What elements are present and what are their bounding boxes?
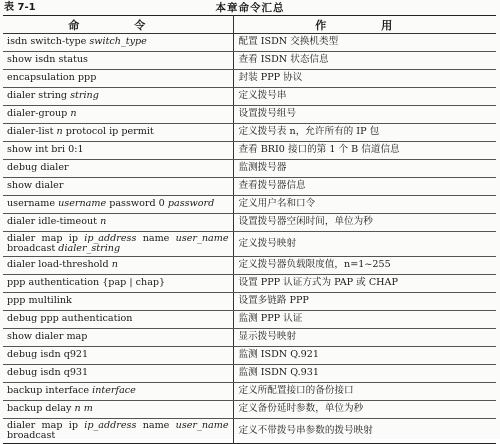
command-keyword: username <box>7 198 59 210</box>
command-keyword: debug isdn q921 <box>7 349 89 361</box>
command-cell <box>3 214 233 232</box>
command-cell <box>3 70 233 88</box>
command-cell <box>3 160 233 178</box>
purpose-cell: 定义用户名和口令 <box>233 196 496 214</box>
command-cell <box>3 311 233 329</box>
command-cell <box>3 88 233 106</box>
command-argument: switch_type <box>89 36 147 48</box>
command-keyword: dialer idle-timeout <box>7 216 101 228</box>
command-argument: password <box>167 198 215 210</box>
purpose-cell: 设置拨号组号 <box>233 106 496 124</box>
table-row <box>3 142 496 160</box>
header-command: 命 令 <box>3 16 233 34</box>
command-cell <box>3 419 233 444</box>
command-keyword: dialer map ip <box>7 232 85 244</box>
command-keyword: ppp authentication {pap | chap} <box>7 277 166 289</box>
table-row <box>3 52 496 70</box>
command-argument: ip_address <box>84 232 137 244</box>
table-row <box>3 293 496 311</box>
command-keyword: show isdn status <box>7 54 88 66</box>
command-cell <box>3 142 233 160</box>
command-keyword: show dialer <box>7 180 64 192</box>
purpose-cell: 定义拨号表 n，允许所有的 IP 包 <box>233 124 496 142</box>
command-keyword: name <box>136 232 176 244</box>
command-keyword: debug isdn q931 <box>7 367 89 379</box>
command-keyword: protocol ip permit <box>62 126 154 138</box>
table-row <box>3 311 496 329</box>
table-number: 表 7-1 <box>4 2 36 13</box>
table-row <box>3 106 496 124</box>
header-purpose: 作 用 <box>233 16 496 34</box>
command-argument: n m <box>74 403 93 415</box>
command-keyword: dialer-group <box>7 108 71 120</box>
command-keyword: debug dialer <box>7 162 69 174</box>
command-cell <box>3 293 233 311</box>
table-row <box>3 401 496 419</box>
table-row <box>3 383 496 401</box>
command-keyword: dialer load-threshold <box>7 259 112 271</box>
purpose-cell: 定义所配置接口的备份接口 <box>233 383 496 401</box>
command-argument: interface <box>92 385 136 397</box>
purpose-cell: 监测 ISDN Q.931 <box>233 365 496 383</box>
command-keyword: dialer string <box>7 90 71 102</box>
command-keyword: debug ppp authentication <box>7 313 133 325</box>
table-row <box>3 70 496 88</box>
table-title: 本章命令汇总 <box>215 2 285 14</box>
command-keyword: dialer map ip <box>7 419 85 431</box>
command-argument: n <box>111 259 118 271</box>
purpose-cell: 查看拨号器信息 <box>233 178 496 196</box>
command-keyword: backup delay <box>7 403 75 415</box>
command-cell <box>3 232 233 257</box>
purpose-cell: 显示拨号映射 <box>233 329 496 347</box>
purpose-cell: 定义拨号器负载限度值，n=1~255 <box>233 257 496 275</box>
command-keyword: backup interface <box>7 385 93 397</box>
table-row <box>3 160 496 178</box>
purpose-cell: 监测 PPP 认证 <box>233 311 496 329</box>
command-cell <box>3 257 233 275</box>
purpose-cell: 查看 ISDN 状态信息 <box>233 52 496 70</box>
command-keyword: dialer-list <box>7 126 57 138</box>
command-cell <box>3 106 233 124</box>
table-row <box>3 214 496 232</box>
table-row <box>3 34 496 52</box>
command-argument: n <box>56 126 63 138</box>
table-row <box>3 196 496 214</box>
command-keyword: broadcast <box>7 243 59 254</box>
table-row <box>3 365 496 383</box>
command-cell <box>3 347 233 365</box>
table-caption <box>4 1 496 15</box>
command-cell <box>3 329 233 347</box>
command-cell <box>3 275 233 293</box>
command-keyword: isdn switch-type <box>7 36 90 48</box>
command-argument: user_name <box>175 419 229 431</box>
command-argument: n <box>70 108 77 120</box>
table-body <box>3 34 496 444</box>
command-cell <box>3 52 233 70</box>
command-cell <box>3 34 233 52</box>
command-argument: dialer_string <box>58 243 121 254</box>
command-cell <box>3 196 233 214</box>
table-row <box>3 124 496 142</box>
command-argument: ip_address <box>84 419 137 431</box>
command-cell <box>3 401 233 419</box>
purpose-cell: 查看 BRI0 接口的第 1 个 B 信道信息 <box>233 142 496 160</box>
purpose-cell: 定义备份延时参数，单位为秒 <box>233 401 496 419</box>
table-row <box>3 232 496 257</box>
table-row <box>3 257 496 275</box>
purpose-cell: 设置多链路 PPP <box>233 293 496 311</box>
purpose-cell: 配置 ISDN 交换机类型 <box>233 34 496 52</box>
command-summary-table <box>3 15 496 444</box>
command-keyword: encapsulation ppp <box>7 72 97 84</box>
table-row <box>3 88 496 106</box>
command-cell <box>3 178 233 196</box>
command-keyword: show int bri 0:1 <box>7 144 84 156</box>
command-argument: username <box>58 198 107 210</box>
command-keyword: show dialer map <box>7 331 88 343</box>
command-keyword: ppp multilink <box>7 295 72 307</box>
purpose-cell: 设置拨号器空闲时间，单位为秒 <box>233 214 496 232</box>
command-cell <box>3 124 233 142</box>
table-header-row <box>3 16 496 34</box>
command-keyword: password 0 <box>106 198 168 210</box>
command-cell <box>3 365 233 383</box>
table-row <box>3 329 496 347</box>
purpose-cell: 设置 PPP 认证方式为 PAP 或 CHAP <box>233 275 496 293</box>
table-row <box>3 347 496 365</box>
purpose-cell: 定义不带拨号串参数的拨号映射 <box>238 424 373 436</box>
purpose-cell: 监测拨号器 <box>233 160 496 178</box>
table-row <box>3 275 496 293</box>
table-row <box>3 419 496 444</box>
command-argument: string <box>70 90 99 102</box>
command-argument: n <box>100 216 107 228</box>
purpose-cell: 监测 ISDN Q.921 <box>233 347 496 365</box>
command-argument: user_name <box>175 232 229 244</box>
purpose-cell: 定义拨号映射 <box>233 232 496 257</box>
command-keyword: broadcast <box>7 430 56 441</box>
command-keyword: name <box>136 419 176 431</box>
command-cell <box>3 383 233 401</box>
table-row <box>3 178 496 196</box>
purpose-cell: 封装 PPP 协议 <box>233 70 496 88</box>
purpose-cell: 定义拨号串 <box>233 88 496 106</box>
